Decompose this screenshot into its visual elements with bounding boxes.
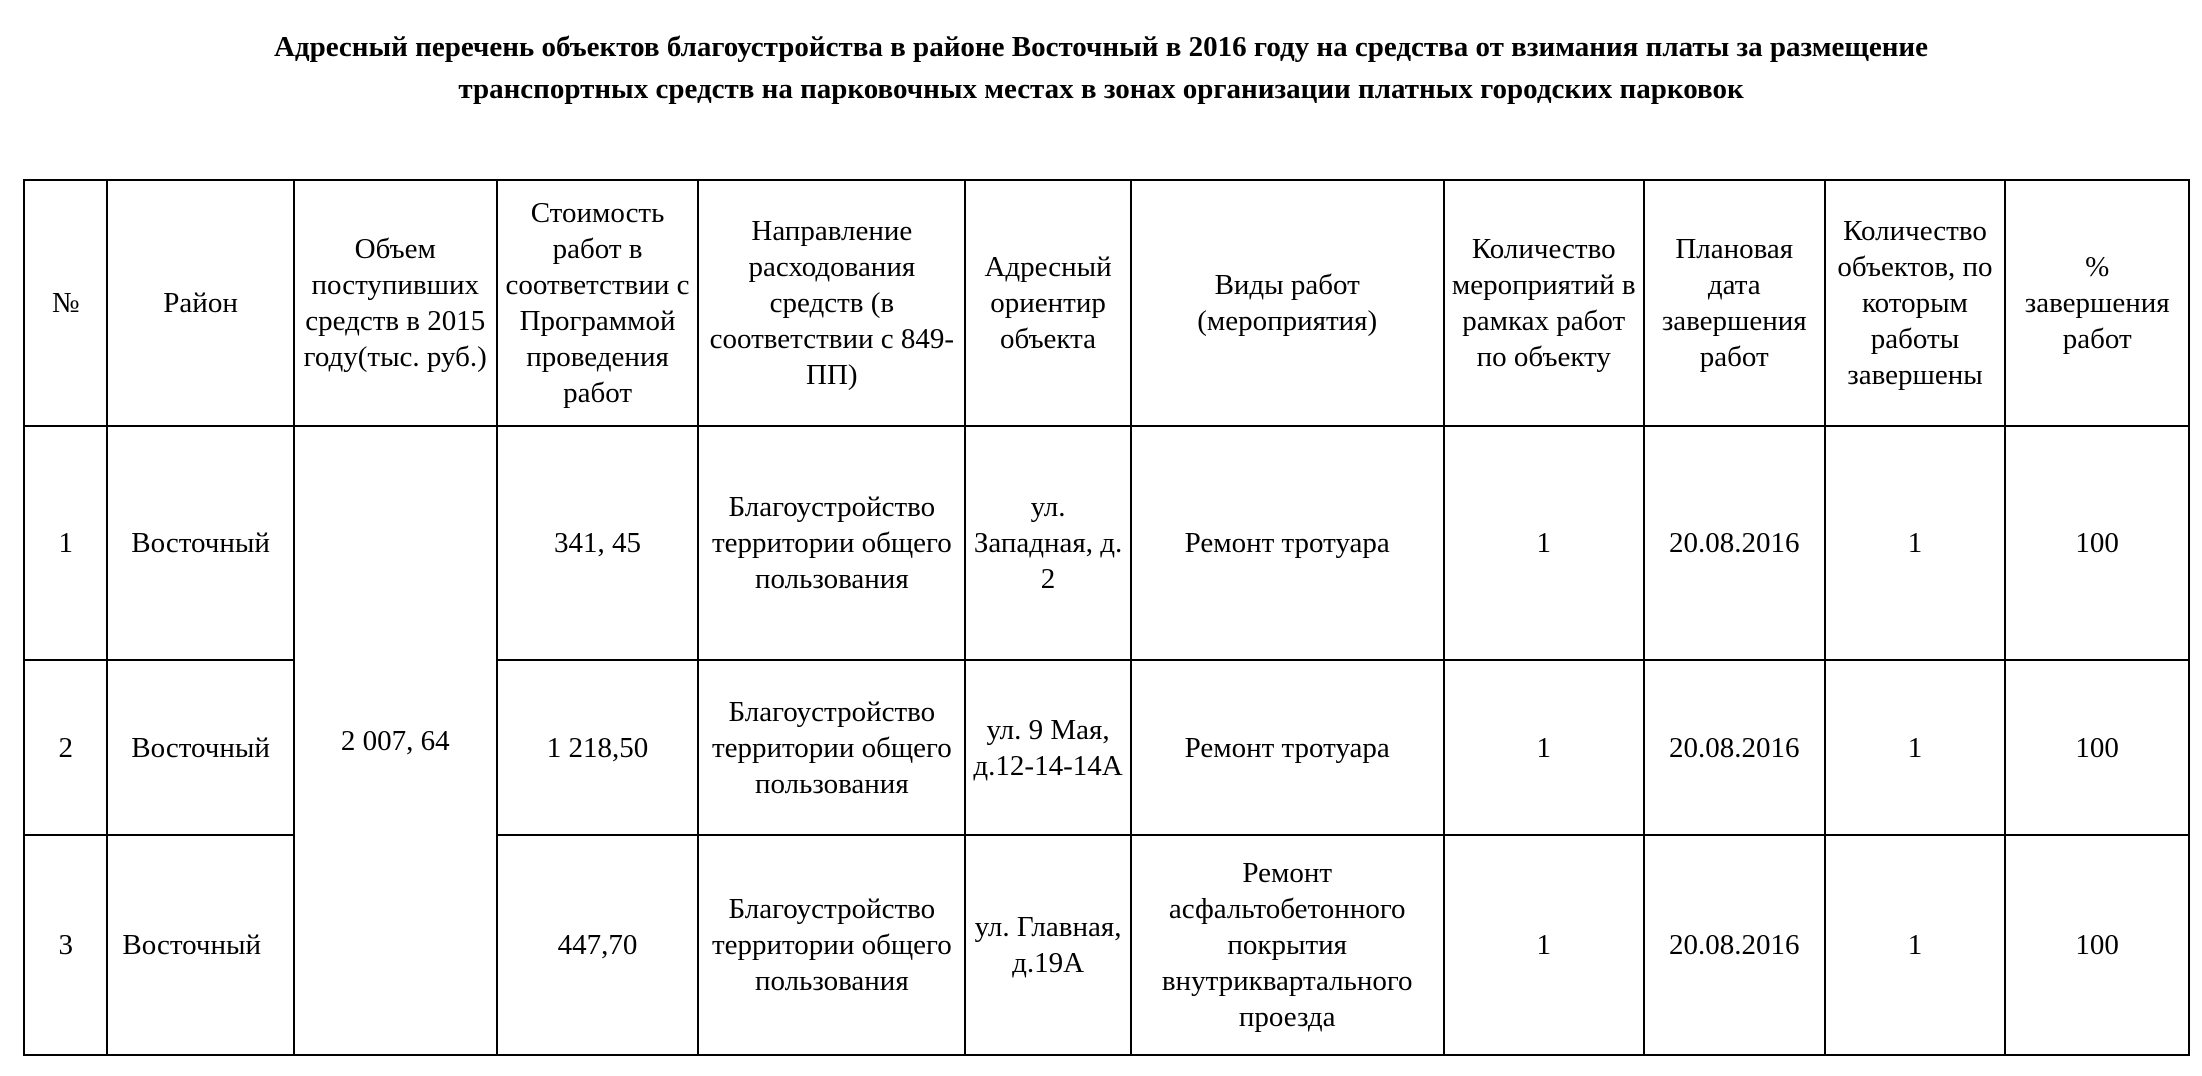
header-direction: Направление расходования средств (в соответствии с 849-ПП) xyxy=(698,180,965,426)
row-objects-done: 1 xyxy=(1825,426,2006,660)
document-title xyxy=(0,26,2202,110)
row-cost: 341, 45 xyxy=(497,426,699,660)
row-works: Ремонт тротуара xyxy=(1131,660,1444,835)
row-events-count: 1 xyxy=(1444,835,1644,1055)
row-planned-date: 20.08.2016 xyxy=(1644,426,1825,660)
row-address: ул. Главная, д.19А xyxy=(965,835,1130,1055)
row-events-count: 1 xyxy=(1444,426,1644,660)
row-planned-date: 20.08.2016 xyxy=(1644,835,1825,1055)
row-num: 1 xyxy=(24,426,107,660)
header-num: № xyxy=(24,180,107,426)
row-direction: Благоустройство территории общего пользования xyxy=(698,660,965,835)
row-works: Ремонт асфальтобетонного покрытия внутриквартального проезда xyxy=(1131,835,1444,1055)
row-percent: 100 xyxy=(2005,660,2189,835)
row-direction: Благоустройство территории общего пользования xyxy=(698,835,965,1055)
table-row xyxy=(24,426,2189,660)
header-row xyxy=(24,180,2189,426)
row-works: Ремонт тротуара xyxy=(1131,426,1444,660)
header-address: Адресный ориентир объекта xyxy=(965,180,1130,426)
header-events-count: Количество мероприятий в рамках работ по объекту xyxy=(1444,180,1644,426)
header-objects-done: Количество объектов, по которым работы завершены xyxy=(1825,180,2006,426)
header-works: Виды работ (мероприятия) xyxy=(1131,180,1444,426)
row-objects-done: 1 xyxy=(1825,835,2006,1055)
row-address: ул. 9 Мая, д.12-14-14А xyxy=(965,660,1130,835)
header-cost: Стоимость работ в соответствии с Программой проведения работ xyxy=(497,180,699,426)
row-address: ул. Западная, д. 2 xyxy=(965,426,1130,660)
header-planned-date: Плановая дата завершения работ xyxy=(1644,180,1825,426)
row-district: Восточный xyxy=(107,426,293,660)
row-num: 2 xyxy=(24,660,107,835)
header-percent: % завершения работ xyxy=(2005,180,2189,426)
row-percent: 100 xyxy=(2005,835,2189,1055)
header-volume: Объем поступивших средств в 2015 году(тыс. руб.) xyxy=(294,180,497,426)
row-district: Восточный xyxy=(107,660,293,835)
row-objects-done: 1 xyxy=(1825,660,2006,835)
row-cost: 1 218,50 xyxy=(497,660,699,835)
row-direction: Благоустройство территории общего пользования xyxy=(698,426,965,660)
header-district: Район xyxy=(107,180,293,426)
row-planned-date: 20.08.2016 xyxy=(1644,660,1825,835)
objects-table xyxy=(23,179,2190,1056)
title-line-2: транспортных средств на парковочных местах в зонах организации платных городских парковок xyxy=(458,73,1744,105)
row-cost: 447,70 xyxy=(497,835,699,1055)
title-line-1: Адресный перечень объектов благоустройства в районе Восточный в 2016 году на средства от взимания платы за размещение xyxy=(273,31,1929,63)
row-num: 3 xyxy=(24,835,107,1055)
row-events-count: 1 xyxy=(1444,660,1644,835)
row-percent: 100 xyxy=(2005,426,2189,660)
volume-total: 2 007, 64 xyxy=(294,426,497,1055)
row-district: Восточный xyxy=(107,835,293,1055)
